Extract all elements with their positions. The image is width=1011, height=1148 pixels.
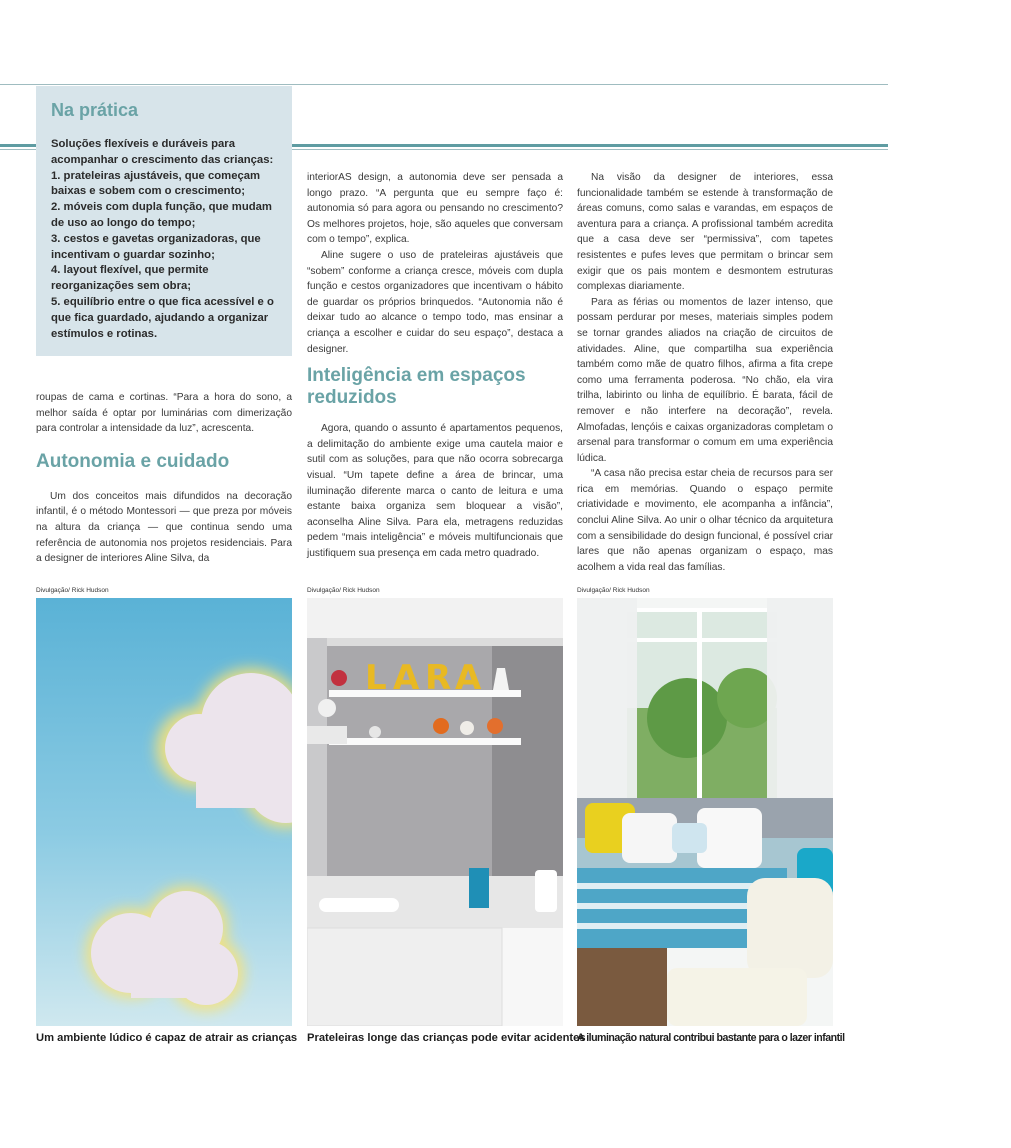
list-item: 2. móveis com dupla função, que mudam de uso ao longo do tempo; <box>51 201 272 229</box>
paragraph: Na visão da designer de interiores, essa funcionalidade também se estende à transformação de áreas comuns, como salas e varandas, em espaços de aventura para a criança. A profissional também acredita que a casa deve ser “permissiva”, com tapetes resistentes e pufes leves que permitam o brincar sem exigir que os pais montem e desmontem estruturas complexas diariamente. <box>577 172 833 293</box>
paragraph: Aline sugere o uso de prateleiras ajustáveis que “sobem” conforme a criança cresce, móveis com dupla função e cestos organizadores que incentivam o hábito de guardar os próprios brinquedos. “Autonomia não é deixar tudo ao alcance o tempo todo, mas ensinar a criança a escolher e cuidar do seu espaço”, destaca a designer. <box>307 249 563 355</box>
na-pratica-box <box>36 86 292 356</box>
sidebar-title: Na prática <box>51 100 139 120</box>
window-nook-image <box>577 598 833 1026</box>
sidebar-list <box>51 169 278 343</box>
article-column-2 <box>307 170 563 561</box>
list-item: 3. cestos e gavetas organizadoras, que incentivam o guardar sozinho; <box>51 232 261 261</box>
list-item: 4. layout flexível, que permite reorganizações sem obra; <box>51 264 209 293</box>
top-rule <box>0 84 888 85</box>
photo-shelves <box>307 598 563 1026</box>
photo-caption: A iluminação natural contribui bastante para o lazer infantil <box>577 1032 845 1044</box>
photo-window-nook <box>577 598 833 1026</box>
paragraph: interiorAS design, a autonomia deve ser pensada a longo prazo. “A pergunta que eu sempre faço é: autonomia só para agora ou pensando no crescimento? Os melhores projetos, hoje, são aqueles que conversam com o tempo”, explica. <box>307 172 563 246</box>
shelf-letter: A <box>455 658 482 698</box>
photo-credit: Divulgação/ Rick Hudson <box>36 587 109 594</box>
photo-cloud-wall <box>36 598 292 1026</box>
photo-caption: Um ambiente lúdico é capaz de atrair as crianças <box>36 1032 298 1044</box>
paragraph: roupas de cama e cortinas. “Para a hora do sono, a melhor saída é optar por luminárias com dimerização para controlar a intensidade da luz”, acrescenta. <box>36 392 292 435</box>
article-column-3 <box>577 170 833 575</box>
sidebar-intro: Soluções flexíveis e duráveis para acompanhar o crescimento das crianças: <box>51 138 274 166</box>
list-item: 1. prateleiras ajustáveis, que começam baixas e sobem com o crescimento; <box>51 169 261 198</box>
section-heading-inteligencia: Inteligência em espaços reduzidos <box>307 365 526 409</box>
shelf-letter: R <box>425 658 452 698</box>
cloud-wall-image <box>36 598 292 1026</box>
paragraph: Agora, quando o assunto é apartamentos pequenos, a delimitação do ambiente exige uma cautela maior e sutil com as soluções, para que não ocorra sobrecarga visual. “Um tapete define a área de brincar, uma iluminação diferente marca o canto de leitura e uma estante baixa organiza sem bloquear a visão”, aconselha Aline Silva. Para ela, metragens reduzidas pedem “mais inteligência” e móveis multifuncionais que justifiquem sua presença em cada metro quadrado. <box>307 423 563 559</box>
photo-credit: Divulgação/ Rick Hudson <box>577 587 650 594</box>
shelf-letter: A <box>393 658 420 698</box>
section-heading-autonomia: Autonomia e cuidado <box>36 450 230 472</box>
paragraph: Para as férias ou momentos de lazer intenso, que possam perdurar por meses, materiais simples podem se tornar grandes aliados na criação de circuitos de atividades. Aline, que compartilha sua experiência também como mãe de quatro filhos, afirma a fita crepe como uma ferramenta poderosa. “No chão, ela vira trilha, labirinto ou linha de equilíbrio. É barata, fácil de remover e não interfere na decoração”, revela. Almofadas, lençóis e caixas organizadoras completam o arsenal para transformar o comum em uma experiência lúdica. <box>577 296 833 464</box>
photo-credit: Divulgação/ Rick Hudson <box>307 587 380 594</box>
list-item: 5. equilíbrio entre o que fica acessível e o que fica guardado, ajudando a organizar estímulos e rotinas. <box>51 295 274 340</box>
paragraph: Um dos conceitos mais difundidos na decoração infantil, é o método Montessori — que preza por móveis na altura da criança — que continua sendo uma referência de autonomia nos projetos residenciais. Para a designer de interiores Aline Silva, da <box>36 490 292 565</box>
paragraph: “A casa não precisa estar cheia de recursos para ser rica em memórias. Quando o espaço permite criatividade e movimento, ele acompanha a infância”, conclui Aline Silva. Ao unir o olhar técnico da arquitetura com a sensibilidade do design funcional, é possível criar lares que não apenas organizam o espaço, mas acolhem a vida real das famílias. <box>577 468 833 573</box>
shelf-letter: L <box>365 658 387 698</box>
photo-caption: Prateleiras longe das crianças pode evitar acidentes <box>307 1032 586 1044</box>
shelves-image <box>307 598 563 1026</box>
article-column-1 <box>36 390 292 567</box>
